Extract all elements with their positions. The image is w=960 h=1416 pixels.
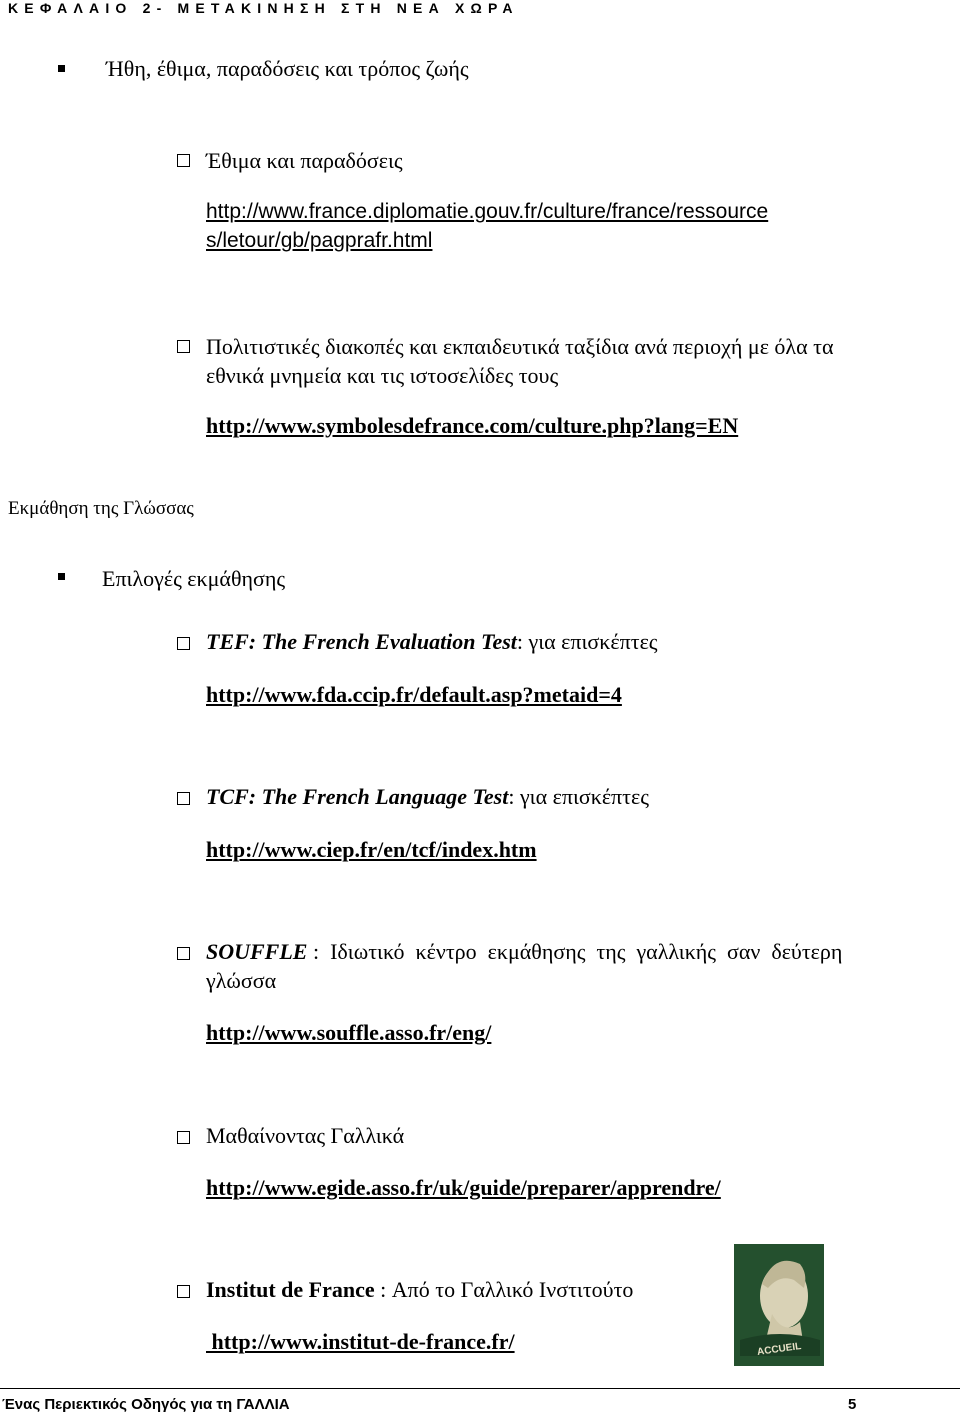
item-cultural-text-2: εθνικά μνημεία και τις ιστοσελίδες τους <box>206 363 559 388</box>
link-diplomatie[interactable]: http://www.france.diplomatie.gouv.fr/culture/france/ressource <box>206 200 769 223</box>
chapter-header: ΚΕΦΑΛΑΙΟ 2- ΜΕΤΑΚΙΝΗΣΗ ΣΤΗ ΝΕΑ ΧΩΡΑ <box>8 0 519 16</box>
link-ciep[interactable]: http://www.ciep.fr/en/tcf/index.htm <box>206 837 537 862</box>
square-bullet-icon <box>58 65 65 72</box>
square-bullet-icon <box>58 573 65 580</box>
item-souffle <box>206 939 842 965</box>
footer-title: Ένας Περιεκτικός Οδηγός για τη ΓΑΛΛΙΑ <box>2 1396 290 1413</box>
item-tef-name: TEF: The French Evaluation Test <box>206 629 517 654</box>
item-tef-desc: : για επισκέπτες <box>516 629 658 654</box>
item-learning-french: Μαθαίνοντας Γαλλικά <box>206 1123 405 1148</box>
item-customs-text: Έθιμα και παραδόσεις <box>206 148 403 173</box>
item-tcf <box>206 784 649 810</box>
link-diplomatie-cont[interactable]: s/letour/gb/pagprafr.html <box>206 229 433 252</box>
item-souffle-name: SOUFFLE <box>206 939 308 964</box>
checkbox-icon <box>177 1131 190 1144</box>
link-souffle[interactable]: http://www.souffle.asso.fr/eng/ <box>206 1020 492 1045</box>
item-cultural-text-1: Πολιτιστικές διακοπές και εκπαιδευτικά ταξίδια ανά περιοχή με όλα τα <box>206 334 834 359</box>
item-institut <box>206 1277 633 1303</box>
checkbox-icon <box>177 1285 190 1298</box>
item-tef <box>206 629 658 655</box>
item-tcf-desc: : για επισκέπτες <box>508 784 649 809</box>
logo-caption: ACCUEIL <box>756 1340 802 1359</box>
section-heading-language: Εκμάθηση της Γλώσσας <box>8 498 194 519</box>
athena-head-icon <box>734 1244 824 1366</box>
item-institut-desc: : Από το Γαλλικό Ινστιτούτο <box>374 1277 634 1302</box>
link-symbolesdefrance[interactable]: http://www.symbolesdefrance.com/culture.php?lang=EN <box>206 413 739 438</box>
item-institut-name: Institut de France <box>206 1277 375 1302</box>
checkbox-icon <box>177 154 190 167</box>
section-title-customs: Ήθη, έθιμα, παραδόσεις και τρόπος ζωής <box>106 56 469 81</box>
link-fda-ccip[interactable]: http://www.fda.ccip.fr/default.asp?metaid=4 <box>206 682 622 707</box>
checkbox-icon <box>177 947 190 960</box>
item-tcf-name: TCF: The French Language Test <box>206 784 509 809</box>
link-egide[interactable]: http://www.egide.asso.fr/uk/guide/preparer/apprendre/ <box>206 1175 721 1200</box>
item-souffle-desc-2: γλώσσα <box>206 968 277 993</box>
section-title-options: Επιλογές εκμάθησης <box>102 566 286 591</box>
institut-logo <box>734 1244 824 1366</box>
footer-divider <box>0 1388 960 1389</box>
link-institut[interactable]: http://www.institut-de-france.fr/ <box>206 1329 515 1354</box>
checkbox-icon <box>177 637 190 650</box>
checkbox-icon <box>177 340 190 353</box>
page-number: 5 <box>848 1396 857 1413</box>
item-souffle-desc: : Ιδιωτικό κέντρο εκμάθησης της γαλλικής σαν δεύτερη <box>307 939 843 964</box>
checkbox-icon <box>177 792 190 805</box>
